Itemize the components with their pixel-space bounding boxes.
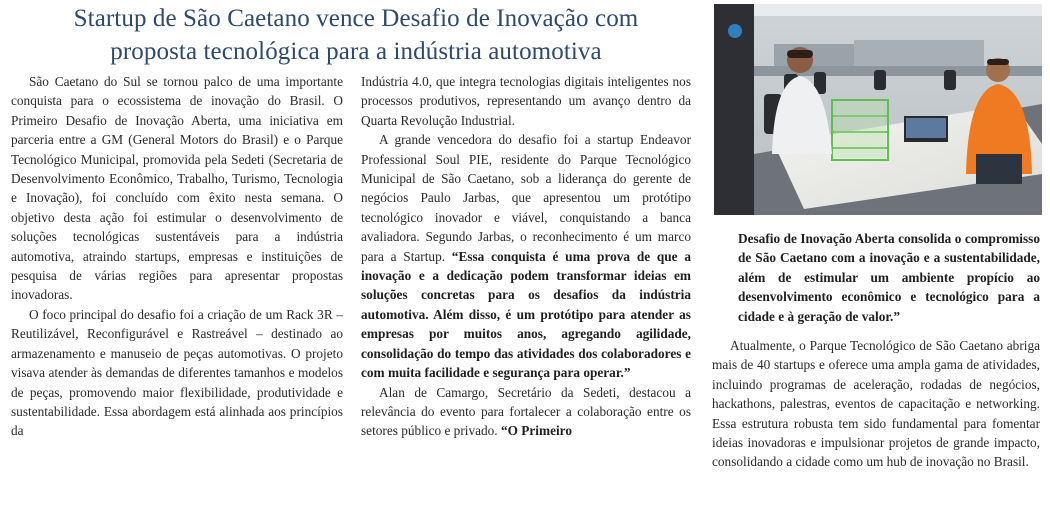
winner-text: A grande vencedora do desafio foi a startup Endeavor Professional Soul PIE, residente do Parque Tecnológico Municipal de São Caetano, sob a liderança do gerente de negócios Paulo Jarbas, que apresentou um protótipo tecnológico inovador e viável, conquistando a banca avaliadora. Segundo Jarbas, o reconhecimento é um marco para a Startup. [361,132,691,264]
headline [10,2,702,68]
paragraph-winner [361,130,691,382]
paragraph-rack-3r: O foco principal do desafio foi a criação de um Rack 3R – Reutilizável, Reconfigurável e Rastreável – destinado ao armazenamento e manuseio de peças automotivas. O projeto visava atender às demandas de diferentes tamanhos e modelos de peças, promovendo maior flexibilidade, produtividade e sustentabilidade. Essa abordagem está alinhada aos princípios da [11,306,343,439]
secretary-quote: “O Primeiro [500,423,572,439]
article-column-3 [712,336,1040,472]
headline-line-1: Startup de São Caetano vence Desafio de Inovação com [73,5,639,32]
secretary-text: Alan de Camargo, Secretário da Sedeti, destacou a relevância do evento para fortalecer a colaboração entre os setores público e privado. [361,384,691,439]
photo-illustration [714,4,1042,215]
photo-caption: Desafio de Inovação Aberta consolida o compromisso de São Caetano com a inovação e a sustentabilidade, além de estimular um ambiente propício ao desenvolvimento econômico e tecnológico para a cidade e à geração de valor.” [738,231,1040,324]
paragraph-parque: Atualmente, o Parque Tecnológico de São Caetano abriga mais de 40 startups e oferece uma ampla gama de atividades, incluindo programas de aceleração, rodadas de negócios, hackathons, palestras, eventos de capacitação e networking. Essa estrutura robusta tem sido fundamental para fomentar ideias inovadoras e impulsionar projetos de grande impacto, consolidando a cidade como um hub de inovação no Brasil. [712,338,1040,470]
jarbas-quote: “Essa conquista é uma prova de que a inovação e a dedicação podem transformar ideias em soluções concretas para os desafios da indústria automotiva. Além disso, é um protótipo para atender as empresas por muitos anos, agregando agilidade, consolidação do tempo das atividades dos colaboradores e com muita facilidade e segurança para operar.” [361,248,691,381]
headline-line-2: proposta tecnológica para a indústria automotiva [110,38,602,65]
article-photo [714,4,1042,215]
paragraph-industria-4: Indústria 4.0, que integra tecnologias digitais inteligentes nos processos produtivos, representando um avanço dentro da Quarta Revolução Industrial. [361,74,691,128]
paragraph-intro: São Caetano do Sul se tornou palco de uma importante conquista para o ecossistema de inovação do Brasil. O Primeiro Desafio de Inovação Aberta, uma iniciativa em parceria entre a GM (General Motors do Brasil) e o Parque Tecnológico Municipal, promovida pela Sedeti (Secretaria de Desenvolvimento Econômico, Trabalho, Turismo, Tecnologia e Inovação), foi concluído com êxito nesta semana. O objetivo desta ação foi estimular o desenvolvimento de soluções tecnológicas sustentáveis para a indústria automotiva, atraindo startups, empresas e instituições de pesquisa de várias regiões para apresentar propostas inovadoras. [11,74,343,303]
article-column-1 [11,72,343,441]
paragraph-secretary [361,383,691,441]
article-column-2 [361,72,691,441]
